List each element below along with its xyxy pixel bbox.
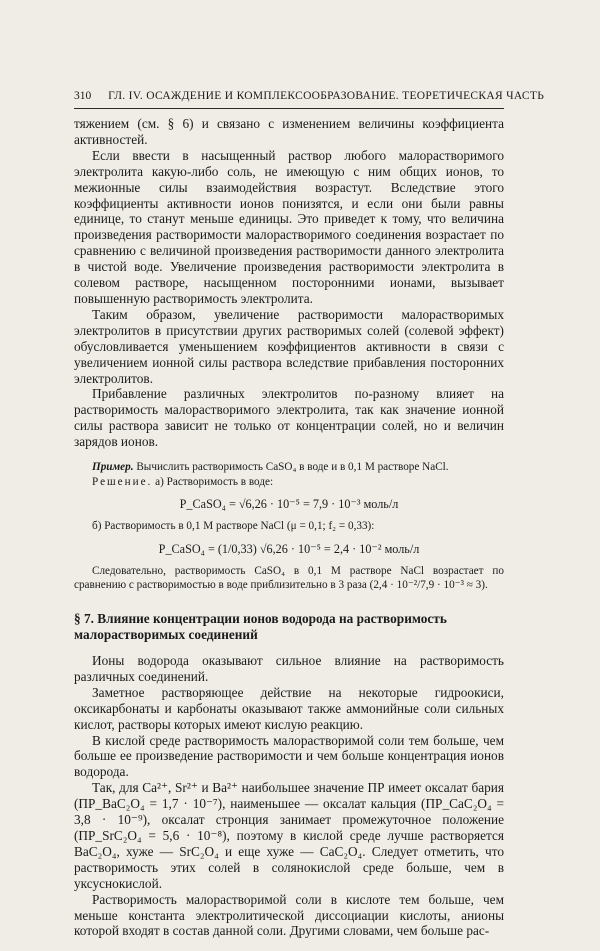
running-title: ГЛ. IV. ОСАЖДЕНИЕ И КОМПЛЕКСООБРАЗОВАНИЕ. ТЕОРЕТИЧЕСКАЯ ЧАСТЬ [108, 90, 545, 102]
example-label: Пример. [92, 461, 134, 474]
header-rule [74, 108, 504, 109]
paragraph: В кислой среде растворимость малорастворимой соли тем больше, чем больше ее произведение растворимости и чем больше концентрация ионов водорода. [74, 732, 504, 780]
example-task [74, 460, 504, 475]
section-heading-line1: § 7. Влияние концентрации ионов водорода на растворимость [74, 611, 447, 626]
solution-label: Решение. [92, 475, 153, 488]
paragraph: Растворимость малорастворимой соли в кислоте тем больше, чем меньше константа электролитической диссоциации кислоты, анионы которой входят в состав данной соли. Другими словами, чем больше рас- [74, 891, 504, 939]
example-conclusion: Следовательно, растворимость CaSO₄ в 0,1 M растворе NaCl возрастает по сравнению с растворимостью в воде приблизительно в 3 раза (2,4 · 10⁻²/7,9 · 10⁻³ ≈ 3). [74, 564, 504, 592]
paragraph: Так, для Ca²⁺, Sr²⁺ и Ba²⁺ наибольшее значение ПР имеет оксалат бария (ПР_BaC₂O₄ = 1,7 · 10⁻⁷), наименьшее — оксалат кальция (ПР_CaC₂O₄ = 3,8 · 10⁻⁹), оксалат стронция занимает промежуточное положение (ПР_SrC₂O₄ = 5,6 · 10⁻⁸), поэтому в кислой среде лучше растворяется BaC₂O₄, хуже — SrC₂O₄ и еще хуже — CaC₂O₄. Следует отметить, что растворимость этих солей в солянокислой среде больше, чем в уксуснокислой. [74, 780, 504, 891]
paragraph: Если ввести в насыщенный раствор любого малорастворимого электролита какую-либо соль, не имеющую с ним общих ионов, то межионные силы взаимодействия возрастут. Вследствие этого коэффициенты активности ионов понизятся, и если они были равны единице, то станут меньше единицы. Это приведет к тому, что величина произведения растворимости малорастворимого соединения возрастает по сравнению с величиной произведения растворимости данного электролита в чистой воде. Увеличение произведения растворимости электролита в солевом растворе, насыщенном посторонними ионами, вызывает повышенную растворимость электролита. [74, 147, 504, 306]
running-header [74, 90, 545, 102]
part-b-label: б) Растворимость в 0,1 M растворе NaCl (μ = 0,1; f₂ = 0,33): [92, 520, 375, 533]
worked-example [74, 460, 504, 593]
paragraph: Таким образом, увеличение растворимости малорастворимых электролитов в присутствии других растворимых солей (солевой эффект) обусловливается уменьшением коэффициентов активности в связи с увеличением ионной силы раствора вследствие прибавления посторонних электролитов. [74, 306, 504, 386]
example-solution-line [74, 475, 504, 490]
paragraph: тяжением (см. § 6) и связано с изменением величины коэффициента активностей. [74, 116, 504, 147]
formula-b: P_CaSO₄ = (1/0,33) √6,26 · 10⁻⁵ = 2,4 · 10⁻² моль/л [158, 541, 420, 556]
page-body [74, 116, 504, 939]
paragraph: Заметное растворяющее действие на некоторые гидроокиси, оксикарбонаты и карбонаты оказывают также аммонийные соли сильных кислот, растворы которых имеют кислую реакцию. [74, 684, 504, 732]
paragraph: Прибавление различных электролитов по-разному влияет на растворимость малорастворимого электролита, так как значение ионной силы раствора зависит не только от концентрации солей, но и величин зарядов ионов. [74, 386, 504, 450]
page-number: 310 [74, 90, 92, 102]
section-heading [74, 611, 504, 643]
formula-a: P_CaSO₄ = √6,26 · 10⁻⁵ = 7,9 · 10⁻³ моль/л [179, 497, 399, 512]
example-task-text: Вычислить растворимость CaSO₄ в воде и в 0,1 M растворе NaCl. [136, 461, 449, 474]
part-a-label: а) Растворимость в воде: [155, 475, 274, 488]
section-heading-line2: малорастворимых соединений [74, 627, 258, 642]
paragraph: Ионы водорода оказывают сильное влияние на растворимость различных соединений. [74, 653, 504, 684]
